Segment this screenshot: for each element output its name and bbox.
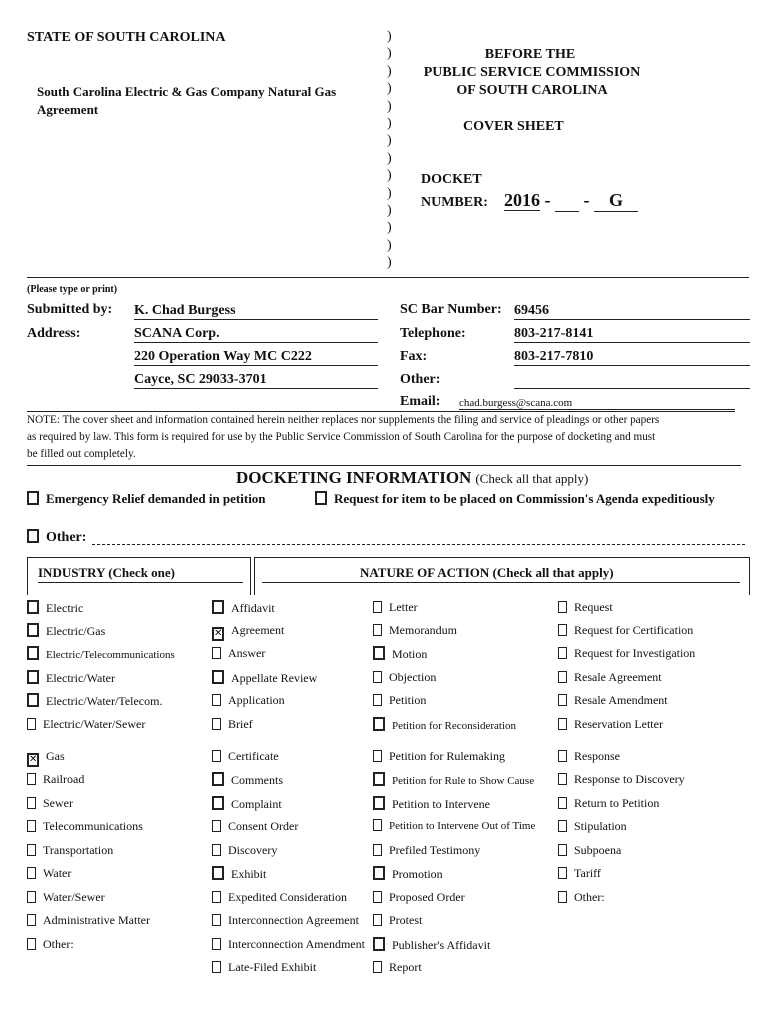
docketing-title: DOCKETING INFORMATION (236, 468, 472, 487)
fax-label: Fax: (400, 349, 428, 364)
nature-discovery-label: Discovery (228, 843, 278, 857)
nature-discovery-checkbox[interactable] (212, 844, 221, 856)
industry-telecommunications-label: Telecommunications (43, 819, 143, 833)
case-title-line1: South Carolina Electric & Gas Company Natural Gas (37, 84, 337, 99)
agenda-label: Request for item to be placed on Commission's Agenda expeditiously (334, 491, 715, 506)
nature-request-for-certification-label: Request for Certification (574, 623, 694, 637)
nature-certificate-option[interactable] (212, 749, 279, 764)
nature-request-for-certification-checkbox[interactable] (558, 624, 567, 636)
industry-electric-water-telecom-option[interactable] (27, 693, 162, 709)
nature-petition-for-rule-to-show-cause-label: Petition for Rule to Show Cause (392, 775, 535, 787)
nature-motion-option[interactable] (373, 646, 427, 662)
caption-paren: ) (387, 203, 392, 218)
nature-petition-to-intervene-out-of-time-option[interactable] (373, 819, 535, 832)
nature-response-to-discovery-label: Response to Discovery (574, 772, 685, 786)
nature-petition-to-intervene-checkbox[interactable] (373, 796, 385, 810)
caption-paren: ) (387, 255, 392, 271)
nature-petition-for-rule-to-show-cause-checkbox[interactable] (373, 772, 385, 786)
nature-stipulation-checkbox[interactable] (558, 820, 567, 832)
other-contact-field[interactable] (514, 372, 750, 389)
nature-petition-for-rulemaking-checkbox[interactable] (373, 750, 382, 762)
industry-electric-telecommunications-checkbox[interactable] (27, 646, 39, 660)
other-contact-label: Other: (400, 372, 441, 387)
industry-telecommunications-option[interactable] (27, 819, 143, 834)
nature-expedited-consideration-checkbox[interactable] (212, 891, 221, 903)
industry-other-checkbox[interactable] (27, 938, 36, 950)
docketing-other-label: Other: (46, 530, 87, 545)
address-line3-field[interactable]: Cayce, SC 29033-3701 (134, 372, 378, 389)
submitted-by-field[interactable]: K. Chad Burgess (134, 303, 378, 320)
industry-water-sewer-option[interactable] (27, 890, 105, 905)
divider (27, 465, 741, 466)
nature-consent-order-label: Consent Order (228, 819, 299, 833)
nature-appellate-review-checkbox[interactable] (212, 670, 224, 684)
fax-field[interactable]: 803-217-7810 (514, 349, 750, 366)
caption-paren: ) (387, 220, 392, 236)
nature-interconnection-amendment-label: Interconnection Amendment (228, 937, 365, 951)
nature-return-to-petition-option[interactable] (558, 796, 659, 811)
nature-protest-option[interactable] (373, 913, 422, 928)
nature-answer-label: Answer (228, 646, 266, 660)
emergency-relief-option[interactable] (27, 491, 266, 507)
nature-promotion-option[interactable] (373, 866, 443, 882)
nature-reservation-letter-checkbox[interactable] (558, 718, 567, 730)
industry-header-rule (38, 582, 243, 583)
nature-petition-to-intervene-out-of-time-label: Petition to Intervene Out of Time (389, 820, 536, 832)
docket-suffix: G (594, 190, 638, 212)
industry-electric-water-checkbox[interactable] (27, 670, 39, 684)
nature-interconnection-agreement-label: Interconnection Agreement (228, 913, 359, 927)
nature-return-to-petition-label: Return to Petition (574, 796, 660, 810)
docketing-subtitle: (Check all that apply) (475, 471, 589, 486)
caption-paren: ) (387, 116, 392, 131)
industry-electric-water-telecom-label: Electric/Water/Telecom. (46, 694, 163, 708)
nature-objection-label: Objection (389, 670, 437, 684)
docketing-other-checkbox[interactable] (27, 529, 39, 543)
nature-petition-to-intervene-option[interactable] (373, 796, 490, 812)
docket-year: 2016 (504, 190, 540, 210)
emergency-relief-checkbox[interactable] (27, 491, 39, 505)
industry-electric-water-telecom-checkbox[interactable] (27, 693, 39, 707)
caption-paren: ) (387, 81, 392, 97)
nature-petition-label: Petition (389, 693, 427, 707)
docket-number (504, 190, 638, 212)
industry-sewer-option[interactable] (27, 796, 73, 811)
industry-transportation-checkbox[interactable] (27, 844, 36, 856)
nature-expedited-consideration-option[interactable] (212, 890, 347, 905)
nature-reservation-letter-option[interactable] (558, 717, 663, 732)
nature-response-option[interactable] (558, 749, 620, 764)
nature-response-checkbox[interactable] (558, 750, 567, 762)
nature-appellate-review-option[interactable] (212, 670, 317, 686)
caption-paren: ) (387, 237, 392, 253)
nature-petition-for-rulemaking-label: Petition for Rulemaking (389, 749, 505, 763)
note-line1: NOTE: The cover sheet and information contained herein neither replaces nor supplements the filing and service of pleadings or other papers (27, 414, 660, 426)
nature-complaint-checkbox[interactable] (212, 796, 224, 810)
divider (27, 411, 735, 412)
nature-prefiled-testimony-checkbox[interactable] (373, 844, 382, 856)
nature-brief-option[interactable] (212, 717, 253, 732)
docketing-heading (236, 468, 588, 488)
industry-gas-checkbox[interactable]: ✕ (29, 754, 38, 765)
nature-request-for-investigation-option[interactable] (558, 646, 695, 661)
caption-paren: ) (387, 63, 392, 79)
industry-electric-gas-label: Electric/Gas (46, 624, 106, 638)
industry-electric-gas-checkbox[interactable] (27, 623, 39, 637)
industry-railroad-option[interactable] (27, 772, 84, 787)
nature-comments-checkbox[interactable] (212, 772, 224, 786)
industry-railroad-label: Railroad (43, 772, 85, 786)
note-line3: be filled out completely. (27, 448, 136, 460)
state-heading: STATE OF SOUTH CAROLINA (27, 30, 226, 45)
nature-report-checkbox[interactable] (373, 961, 382, 973)
nature-tariff-option[interactable] (558, 866, 601, 881)
nature-exhibit-option[interactable] (212, 866, 266, 882)
email-field[interactable]: chad.burgess@scana.com (459, 397, 735, 410)
nature-report-label: Report (389, 960, 422, 974)
nature-proposed-order-label: Proposed Order (389, 890, 465, 904)
bar-number-label: SC Bar Number: (400, 302, 502, 317)
industry-water-option[interactable] (27, 866, 71, 881)
nature-exhibit-label: Exhibit (231, 867, 267, 881)
commission-state: OF SOUTH CAROLINA (456, 83, 608, 98)
nature-exhibit-checkbox[interactable] (212, 866, 224, 880)
bar-number-field[interactable]: 69456 (514, 303, 750, 320)
case-title-line2: Agreement (37, 102, 99, 117)
industry-water-sewer-checkbox[interactable] (27, 891, 36, 903)
nature-prefiled-testimony-option[interactable] (373, 843, 480, 858)
nature-publisher-s-affidavit-label: Publisher's Affidavit (392, 938, 491, 952)
nature-late-filed-exhibit-option[interactable] (212, 960, 316, 975)
industry-header: INDUSTRY (Check one) (38, 565, 176, 580)
email-label: Email: (400, 394, 441, 409)
industry-administrative-matter-option[interactable] (27, 913, 150, 928)
nature-resale-amendment-label: Resale Amendment (574, 693, 668, 707)
nature-proposed-order-option[interactable] (373, 890, 465, 905)
nature-header: NATURE OF ACTION (Check all that apply) (360, 565, 614, 580)
divider (27, 277, 749, 278)
nature-complaint-label: Complaint (231, 797, 282, 811)
nature-appellate-review-label: Appellate Review (231, 671, 318, 685)
nature-petition-for-reconsideration-checkbox[interactable] (373, 717, 385, 731)
nature-response-to-discovery-option[interactable] (558, 772, 685, 787)
caption-paren: ) (387, 98, 392, 114)
industry-water-label: Water (43, 866, 72, 880)
nature-interconnection-amendment-checkbox[interactable] (212, 938, 221, 950)
nature-certificate-label: Certificate (228, 749, 279, 763)
agenda-option[interactable] (315, 491, 715, 507)
nature-petition-for-reconsideration-option[interactable] (373, 717, 516, 732)
nature-objection-option[interactable] (373, 670, 436, 685)
commission-name: PUBLIC SERVICE COMMISSION (423, 65, 641, 80)
nature-consent-order-option[interactable] (212, 819, 298, 834)
industry-electric-water-sewer-label: Electric/Water/Sewer (43, 717, 146, 731)
nature-consent-order-checkbox[interactable] (212, 820, 221, 832)
industry-administrative-matter-label: Administrative Matter (43, 913, 150, 927)
industry-electric-telecommunications-option[interactable] (27, 646, 175, 661)
nature-letter-option[interactable] (373, 600, 418, 615)
telephone-label: Telephone: (400, 326, 466, 341)
nature-petition-checkbox[interactable] (373, 694, 382, 706)
nature-resale-amendment-checkbox[interactable] (558, 694, 567, 706)
nature-comments-option[interactable] (212, 772, 283, 788)
agenda-checkbox[interactable] (315, 491, 327, 505)
nature-promotion-label: Promotion (392, 867, 443, 881)
address-line1-field[interactable]: SCANA Corp. (134, 326, 378, 343)
nature-return-to-petition-checkbox[interactable] (558, 797, 567, 809)
industry-gas-option[interactable] (27, 749, 65, 767)
nature-request-option[interactable] (558, 600, 613, 615)
emergency-relief-label: Emergency Relief demanded in petition (46, 491, 266, 506)
industry-railroad-checkbox[interactable] (27, 773, 36, 785)
industry-electric-water-label: Electric/Water (46, 671, 115, 685)
nature-other-checkbox[interactable] (558, 891, 567, 903)
industry-gas-label: Gas (46, 749, 65, 763)
nature-resale-amendment-option[interactable] (558, 693, 668, 708)
nature-late-filed-exhibit-checkbox[interactable] (212, 961, 221, 973)
nature-other-option[interactable] (558, 890, 605, 905)
caption-paren: ) (387, 168, 392, 184)
nature-memorandum-label: Memorandum (389, 623, 457, 637)
docket-separator: - (583, 190, 590, 210)
nature-response-label: Response (574, 749, 620, 763)
nature-interconnection-amendment-option[interactable] (212, 937, 365, 952)
telephone-field[interactable]: 803-217-8141 (514, 326, 750, 343)
nature-petition-to-intervene-out-of-time-checkbox[interactable] (373, 819, 382, 831)
nature-petition-to-intervene-label: Petition to Intervene (392, 797, 490, 811)
nature-subpoena-option[interactable] (558, 843, 621, 858)
nature-agreement-checkbox[interactable]: ✕ (214, 628, 223, 639)
nature-request-label: Request (574, 600, 613, 614)
nature-petition-option[interactable] (373, 693, 426, 708)
industry-transportation-label: Transportation (43, 843, 114, 857)
nature-reservation-letter-label: Reservation Letter (574, 717, 663, 731)
nature-agreement-option[interactable] (212, 623, 284, 641)
nature-application-option[interactable] (212, 693, 285, 708)
industry-sewer-label: Sewer (43, 796, 73, 810)
nature-request-for-investigation-label: Request for Investigation (574, 646, 696, 660)
nature-stipulation-label: Stipulation (574, 819, 627, 833)
nature-protest-label: Protest (389, 913, 423, 927)
nature-application-label: Application (228, 693, 285, 707)
nature-late-filed-exhibit-label: Late-Filed Exhibit (228, 960, 317, 974)
caption-paren: ) (387, 46, 392, 62)
industry-electric-label: Electric (46, 601, 84, 615)
nature-expedited-consideration-label: Expedited Consideration (228, 890, 347, 904)
nature-header-rule (262, 582, 740, 583)
industry-electric-checkbox[interactable] (27, 600, 39, 614)
docketing-other-option[interactable] (27, 529, 86, 546)
nature-interconnection-agreement-option[interactable] (212, 913, 359, 928)
nature-motion-label: Motion (392, 647, 428, 661)
caption-paren: ) (387, 133, 392, 149)
industry-telecommunications-checkbox[interactable] (27, 820, 36, 832)
nature-request-for-investigation-checkbox[interactable] (558, 647, 567, 659)
nature-answer-option[interactable] (212, 646, 265, 661)
nature-letter-checkbox[interactable] (373, 601, 382, 613)
nature-protest-checkbox[interactable] (373, 914, 382, 926)
nature-motion-checkbox[interactable] (373, 646, 385, 660)
nature-tariff-label: Tariff (574, 866, 601, 880)
nature-response-to-discovery-checkbox[interactable] (558, 773, 567, 785)
nature-prefiled-testimony-label: Prefiled Testimony (389, 843, 481, 857)
nature-agreement-label: Agreement (231, 623, 285, 637)
address-line2-field[interactable]: 220 Operation Way MC C222 (134, 349, 378, 366)
industry-electric-water-sewer-checkbox[interactable] (27, 718, 36, 730)
industry-water-sewer-label: Water/Sewer (43, 890, 105, 904)
nature-request-checkbox[interactable] (558, 601, 567, 613)
nature-certificate-checkbox[interactable] (212, 750, 221, 762)
nature-objection-checkbox[interactable] (373, 671, 382, 683)
caption-paren: ) (387, 185, 392, 201)
nature-comments-label: Comments (231, 773, 284, 787)
industry-electric-option[interactable] (27, 600, 83, 616)
docket-separator: - (544, 190, 551, 210)
nature-complaint-option[interactable] (212, 796, 282, 812)
nature-letter-label: Letter (389, 600, 418, 614)
nature-brief-label: Brief (228, 717, 253, 731)
nature-discovery-option[interactable] (212, 843, 277, 858)
nature-affidavit-label: Affidavit (231, 601, 275, 615)
nature-other-label: Other: (574, 890, 605, 904)
industry-transportation-option[interactable] (27, 843, 113, 858)
industry-other-label: Other: (43, 937, 74, 951)
submitted-by-label: Submitted by: (27, 302, 113, 317)
industry-electric-gas-option[interactable] (27, 623, 105, 639)
cover-sheet-title: COVER SHEET (463, 119, 564, 134)
address-label: Address: (27, 326, 81, 341)
caption-paren: ) (387, 150, 392, 166)
nature-petition-for-rulemaking-option[interactable] (373, 749, 505, 764)
industry-administrative-matter-checkbox[interactable] (27, 914, 36, 926)
nature-promotion-checkbox[interactable] (373, 866, 385, 880)
nature-application-checkbox[interactable] (212, 694, 221, 706)
industry-water-checkbox[interactable] (27, 867, 36, 879)
nature-tariff-checkbox[interactable] (558, 867, 567, 879)
docket-label: DOCKET (421, 172, 482, 187)
caption-paren: ) (387, 29, 392, 44)
docket-number-label: NUMBER: (421, 195, 488, 210)
nature-resale-agreement-label: Resale Agreement (574, 670, 662, 684)
nature-report-option[interactable] (373, 960, 422, 975)
docketing-other-field[interactable] (92, 544, 745, 545)
nature-stipulation-option[interactable] (558, 819, 627, 834)
nature-resale-agreement-option[interactable] (558, 670, 662, 685)
industry-electric-water-option[interactable] (27, 670, 115, 686)
before-the: BEFORE THE (484, 47, 576, 62)
nature-affidavit-option[interactable] (212, 600, 275, 616)
nature-petition-for-reconsideration-label: Petition for Reconsideration (392, 720, 517, 732)
nature-request-for-certification-option[interactable] (558, 623, 693, 638)
nature-subpoena-label: Subpoena (574, 843, 622, 857)
industry-electric-telecommunications-label: Electric/Telecommunications (46, 649, 175, 661)
nature-subpoena-checkbox[interactable] (558, 844, 567, 856)
nature-affidavit-checkbox[interactable] (212, 600, 224, 614)
nature-resale-agreement-checkbox[interactable] (558, 671, 567, 683)
nature-interconnection-agreement-checkbox[interactable] (212, 914, 221, 926)
industry-other-option[interactable] (27, 937, 74, 952)
note-line2: as required by law. This form is required for use by the Public Service Commission of South Carolina for the purpose of docketing and must (27, 431, 656, 443)
nature-publisher-s-affidavit-checkbox[interactable] (373, 937, 385, 951)
nature-memorandum-option[interactable] (373, 623, 457, 638)
industry-sewer-checkbox[interactable] (27, 797, 36, 809)
nature-memorandum-checkbox[interactable] (373, 624, 382, 636)
industry-electric-water-sewer-option[interactable] (27, 717, 145, 732)
nature-petition-for-rule-to-show-cause-option[interactable] (373, 772, 534, 787)
nature-brief-checkbox[interactable] (212, 718, 221, 730)
please-print: (Please type or print) (27, 284, 118, 295)
nature-publisher-s-affidavit-option[interactable] (373, 937, 490, 953)
nature-answer-checkbox[interactable] (212, 647, 221, 659)
nature-proposed-order-checkbox[interactable] (373, 891, 382, 903)
